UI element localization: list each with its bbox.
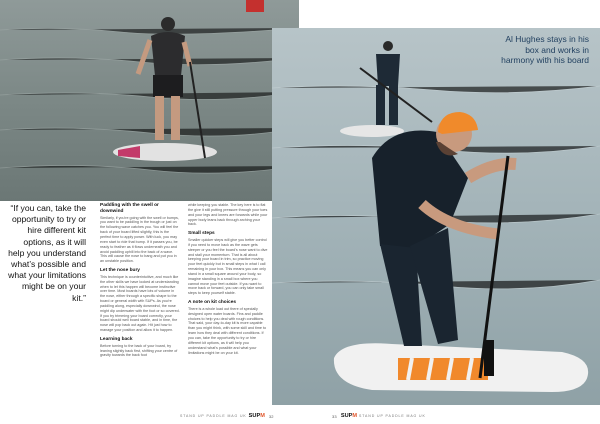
footer-right — [330, 412, 426, 420]
footer-left — [180, 412, 276, 420]
section-heading: Small steps — [188, 231, 215, 237]
section-heading: Let the nose bury — [100, 268, 140, 274]
section-body: This technique is counterintuitive, and much like the other skills we have looked at understanding when to let this happen will become instinctive over time. Most boards have lots of volume in the nose, either through a specific shape to the board or general width with SUPs. As you're paddling along, especially downwind, the nose might dip underwater with the foot or so covered. If you try trimming your board correctly, your board should well board stable, and in time, the nose will pop back out again. Hit just how to manage your position and allow it to happen. — [100, 274, 180, 333]
section-body: Similarly, if you're going with the swell or bumps, you want to be paddling in the trough or just on the following wave catches you. You will feel the back of your board lifted slightly, this is the perfect time to apply power. With luck, you may even start to ride that bump. If it passes you, be ready to feather as it flows underneath you and avoid paddling uphill into the back of a wave. This will cause the nose to bang and put you in an unstable position. — [100, 215, 179, 264]
section-body: while keeping you stable. The key here is to flat the give it still putting pressure through your toes and your legs and knees are forwards while your upper body leans back through arching your back. — [188, 203, 268, 227]
text-column-2 — [188, 203, 268, 359]
section-body: Smaller quicker steps will give you better control if you need to move back as the wave gets steeper or you feel the board's nose want to dive and stall your momentum. That is all about keeping your board in trim, so practice moving your feet quickly but in small steps in what I call remaining in your box. This means you can only stand in a small square around your body, so imagine standing in a small box where you cannot move your feet outside. If you want to move back or forward, you can only take small steps to keep yourself stable. — [188, 238, 268, 296]
photo-paddler-behind — [0, 0, 299, 201]
page-number: 32 — [268, 413, 274, 419]
footer-logo: SUPM — [248, 413, 265, 419]
footer-magazine-name: STAND UP PADDLE MAG UK — [180, 414, 247, 418]
photo-caption: Al Hughes stays in his box and works in harmony with his board — [501, 34, 589, 65]
section-body: Before turning to the back of your board, try leaning slightly back first, shifting your centre of gravity towards the back foot — [100, 343, 178, 358]
footer-logo: SUPM — [340, 413, 358, 419]
photo-paddler-orange-cap — [272, 28, 600, 405]
section-heading: A note on kit choices — [188, 300, 237, 306]
section-heading: Paddling with the swell or downwind — [100, 203, 159, 214]
footer-magazine-name: STAND UP PADDLE MAG UK — [359, 414, 426, 418]
pull-quote: “If you can, take the opportunity to try or hire different kit options, as it will help you understand what’s possible and what your limitations might be on your kit.” — [8, 203, 86, 303]
section-body: There is a whole load out there of specially designed open water boards. Fins and paddle choices to help you deal with rough conditions. That said, your day-to-day kit is more capable than you might think, with some skill and time to learn how they deal with different conditions. If you can, take the opportunity to try or hire different kit options, as it will help you understand what's possible and what your limitations might be on your kit. — [188, 306, 267, 355]
page-number: 33 — [332, 413, 337, 419]
text-column-1 — [100, 203, 180, 362]
section-heading: Learning back — [100, 336, 133, 342]
